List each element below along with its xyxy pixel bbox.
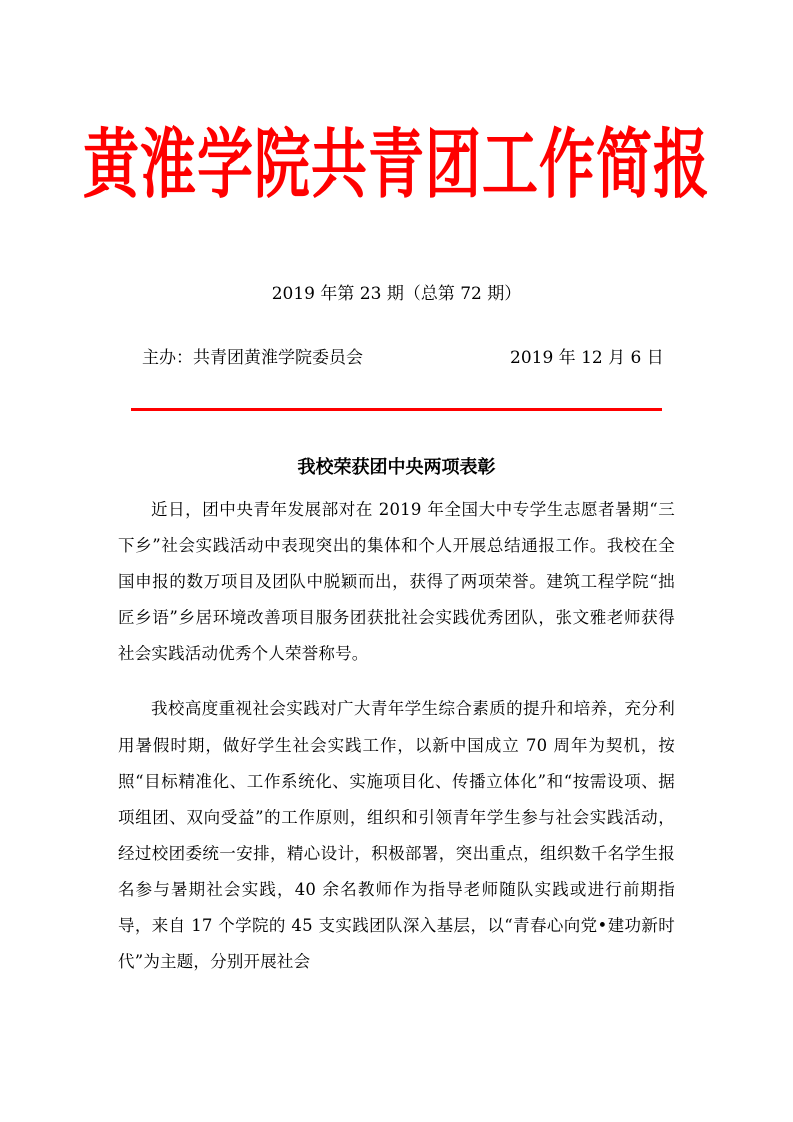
article-paragraph-2: 我校高度重视社会实践对广大青年学生综合素质的提升和培养，充分利用暑假时期，做好学生社会实践工作，以新中国成立 70 周年为契机，按照“目标精准化、工作系统化、实施项目化、传播立体化”和“按需设项、据项组团、双向受益”的工作原则，组织和引领青年学生参与社会实践活动，经过校团委统一安排，精心设计，积极部署，突出重点，组织数千名学生报名参与暑期社会实践，40 余名教师作为指导老师随队实践或进行前期指导，来自 17 个学院的 45 支实践团队深入基层，以“青春心向党•建功新时代”为主题，分别开展社会	[118, 699, 675, 972]
sponsor-line: 主办：共青团黄淮学院委员会	[142, 348, 363, 368]
red-divider-rule	[131, 408, 662, 411]
article-title: 我校荣获团中央两项表彰	[297, 457, 496, 478]
publication-date: 2019 年 12 月 6 日	[510, 348, 664, 368]
issue-number: 2019 年第 23 期（总第 72 期）	[271, 284, 522, 304]
article-paragraph-1: 近日，团中央青年发展部对在 2019 年全国大中专学生志愿者暑期“三下乡”社会实践活动中表现突出的集体和个人开展总结通报工作。我校在全国申报的数万项目及团队中脱颖而出，获得了两项荣誉。建筑工程学院“拙匠乡语”乡居环境改善项目服务团获批社会实践优秀团队，张文雅老师获得社会实践活动优秀个人荣誉称号。	[118, 500, 675, 664]
article-body	[118, 492, 675, 980]
newsletter-masthead: 黄淮学院共青团工作简报	[83, 120, 710, 210]
